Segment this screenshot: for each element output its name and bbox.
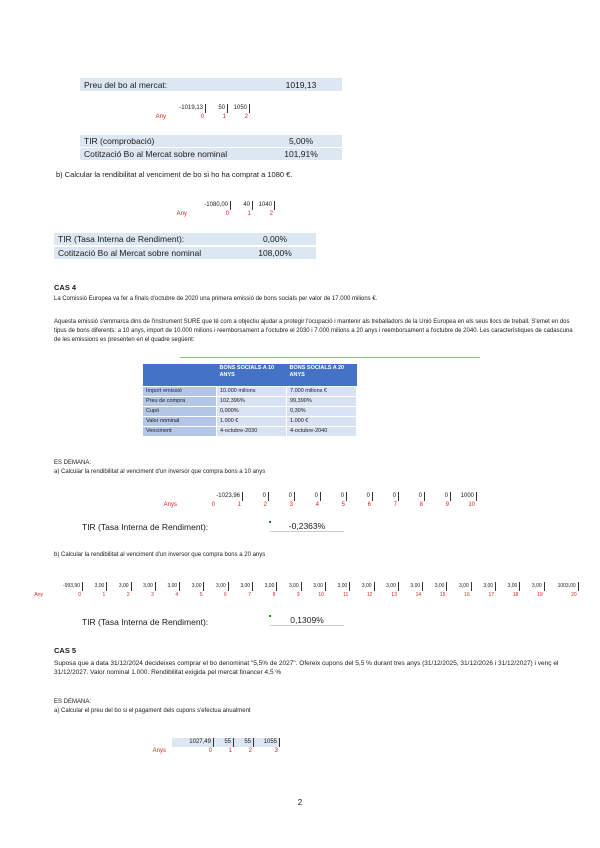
years-label: Any bbox=[176, 211, 187, 217]
year-cell: 17 bbox=[488, 592, 495, 598]
cas4-intro-2: Aquesta emissió s'emmarca dins de l'instrument SURE que té com a objectiu ajudar a protegir l'ocupació i mantenir als treballadors de la Unió Europea en els seus llocs de treball. S'emet en dos tipus de bons diferents: a 10 anys, import de 10.000 milions i reemborsament a l'octubre el 2030 i 7.000 milions a 20 anys i reemborsament a l'octubre de 2040. Les característiques de cadascuna de les emissions es presenten en el quadre següent: bbox=[54, 319, 573, 343]
cash-flow-cell: 55 bbox=[234, 738, 254, 747]
year-cell: 2 bbox=[269, 211, 273, 217]
cash-flow-row-10y bbox=[185, 492, 477, 501]
tir-value: 0,00% bbox=[262, 234, 288, 244]
year-row-2 bbox=[176, 210, 275, 219]
table-header-row bbox=[143, 364, 357, 386]
table-cell: 7.000 milions € bbox=[287, 386, 357, 396]
tir-row-2 bbox=[54, 233, 316, 245]
cash-flow-cell: -1080,00 bbox=[193, 201, 231, 210]
table-cell: 99,390% bbox=[287, 396, 357, 406]
year-cell: 11 bbox=[343, 592, 349, 598]
quote-row-2 bbox=[54, 247, 316, 259]
cash-flow-cell: 3,00 bbox=[472, 582, 496, 591]
cash-flow-row-20y bbox=[49, 582, 579, 591]
cash-flow-cell: 3,00 bbox=[253, 582, 277, 591]
year-cell: 5 bbox=[199, 592, 203, 598]
cash-flow-cell: 0 bbox=[295, 492, 321, 501]
table-cell: 1.000 € bbox=[217, 416, 287, 426]
table-cell: Import emissió bbox=[143, 386, 217, 396]
cash-flow-row-2 bbox=[193, 201, 275, 210]
cash-flow-cell: -1023,96 bbox=[185, 492, 243, 501]
cash-flow-cell: 3,00 bbox=[520, 582, 544, 591]
year-cell: 2 bbox=[126, 592, 130, 598]
cash-flow-cell: 1055 bbox=[254, 738, 280, 747]
cash-flow-cell: 50 bbox=[206, 104, 228, 113]
years-label: Anys bbox=[163, 502, 177, 508]
quote-value: 108,00% bbox=[258, 248, 292, 258]
year-cell: 2 bbox=[244, 114, 248, 120]
bond-price-value: 1019,13 bbox=[285, 79, 317, 90]
year-cell: 1 bbox=[247, 211, 251, 217]
year-cell: 12 bbox=[367, 592, 373, 598]
year-cell: 3 bbox=[289, 502, 293, 508]
quote-label: Cotització Bo al Mercat sobre nominal bbox=[84, 149, 228, 159]
cash-flow-cell: 1040 bbox=[253, 201, 275, 210]
cas4-intro-1: La Comissió Europea va fer a finals d'octubre de 2020 una primera emissió de bons socials per valor de 17.000 milions €. bbox=[54, 296, 378, 302]
table-cell: 10.000 milions bbox=[217, 386, 287, 396]
cas4-question-b: b) Calcular la rendibilitat al venciment d'un inversor que compra bons a 20 anys bbox=[54, 552, 266, 558]
year-row-10y bbox=[163, 501, 477, 510]
year-cell: 8 bbox=[419, 502, 423, 508]
cash-flow-cell: 3,00 bbox=[447, 582, 471, 591]
quote-value: 101,91% bbox=[284, 149, 318, 159]
years-label: Any bbox=[34, 592, 43, 598]
table-cell: 4-octubre-2030 bbox=[217, 426, 287, 436]
cas5-demand: ES DEMANA: bbox=[54, 699, 92, 705]
table-header-cell bbox=[143, 364, 217, 386]
cash-flow-cell: 3,00 bbox=[229, 582, 253, 591]
tir-label: TIR (Tasa Interna de Rendiment): bbox=[58, 234, 185, 244]
year-row-cas5 bbox=[152, 747, 280, 756]
cash-flow-cell: 0 bbox=[373, 492, 399, 501]
year-cell: 9 bbox=[445, 502, 449, 508]
tir-label-10y: TIR (Tasa Interna de Rendiment): bbox=[82, 522, 209, 532]
year-cell: 1 bbox=[228, 748, 232, 754]
year-cell: 4 bbox=[315, 502, 319, 508]
cash-flow-cell: 0 bbox=[347, 492, 373, 501]
table-row bbox=[143, 416, 357, 426]
quote-row-1 bbox=[80, 148, 342, 160]
year-cell: 20 bbox=[571, 592, 577, 598]
table-cell: 0,000% bbox=[217, 406, 287, 416]
cas5-question-a: a) Calcular el preu del bo si el pagament dels cupons s'efectua anualment bbox=[54, 708, 251, 714]
table-cell: 1.000 € bbox=[287, 416, 357, 426]
cash-flow-cell: 0 bbox=[269, 492, 295, 501]
year-cell: 7 bbox=[248, 592, 252, 598]
cash-flow-cell: 3,00 bbox=[326, 582, 350, 591]
cash-flow-cell: 0 bbox=[321, 492, 347, 501]
tir-label-20y: TIR (Tasa Interna de Rendiment): bbox=[82, 617, 209, 627]
cash-flow-cell: 3,00 bbox=[350, 582, 374, 591]
cas5-title: CAS 5 bbox=[54, 646, 77, 655]
year-cell: 6 bbox=[224, 592, 227, 598]
year-row-20y bbox=[34, 591, 579, 600]
years-label: Any bbox=[155, 114, 166, 120]
cash-flow-cell: 3,00 bbox=[423, 582, 447, 591]
year-cell: 13 bbox=[391, 592, 397, 598]
years-label: Anys bbox=[152, 748, 166, 754]
question-b-1080: b) Calcular la rendibilitat al venciment de bo si ho ha comprat a 1080 €. bbox=[56, 170, 293, 179]
tir-value-10y: -0,2363% bbox=[270, 520, 344, 532]
cash-flow-cell: -993,90 bbox=[49, 582, 83, 591]
tir-check-row bbox=[80, 135, 342, 147]
cash-flow-cell: 40 bbox=[231, 201, 253, 210]
year-cell: 1 bbox=[102, 592, 106, 598]
year-cell: 0 bbox=[200, 114, 204, 120]
table-row bbox=[143, 406, 357, 416]
cash-flow-cell: 0 bbox=[425, 492, 451, 501]
year-cell: 0 bbox=[208, 748, 212, 754]
table-header-cell: BONS SOCIALS A 10 ANYS bbox=[217, 364, 287, 386]
table-cell: Preu de compra bbox=[143, 396, 217, 406]
year-cell: 2 bbox=[248, 748, 252, 754]
cash-flow-cell: 0 bbox=[243, 492, 269, 501]
cas4-demand: ES DEMANA: bbox=[54, 460, 92, 466]
cash-flow-cell: 3,00 bbox=[132, 582, 156, 591]
table-cell: Cupó bbox=[143, 406, 217, 416]
cash-flow-cell: 1027,49 bbox=[172, 738, 214, 747]
year-cell: 0 bbox=[78, 592, 81, 598]
year-cell: 10 bbox=[318, 592, 324, 598]
year-cell: 3 bbox=[274, 748, 278, 754]
year-cell: 8 bbox=[272, 592, 276, 598]
cash-flow-cell: 3,00 bbox=[399, 582, 423, 591]
cash-flow-cell: -1019,13 bbox=[168, 104, 206, 113]
year-cell: 19 bbox=[537, 592, 543, 598]
cash-flow-cell: 3,00 bbox=[302, 582, 326, 591]
quote-label: Cotització Bo al Mercat sobre nominal bbox=[58, 248, 202, 258]
table-cell: Venciment bbox=[143, 426, 217, 436]
year-cell: 7 bbox=[393, 502, 397, 508]
cash-flow-cell: 1050 bbox=[228, 104, 250, 113]
table-cell: Valor nominal bbox=[143, 416, 217, 426]
year-cell: 0 bbox=[225, 211, 229, 217]
cash-flow-cell: 3,00 bbox=[156, 582, 180, 591]
cash-flow-cell: 3,00 bbox=[375, 582, 399, 591]
cas4-title: CAS 4 bbox=[54, 283, 77, 292]
year-cell: 5 bbox=[341, 502, 345, 508]
year-cell: 4 bbox=[175, 592, 179, 598]
cash-flow-cell: 1003,00 bbox=[545, 582, 579, 591]
year-cell: 1 bbox=[222, 114, 226, 120]
cas5-intro: Suposa que a data 31/12/2024 decideixes comprar el bo denominat "5,5% de 2027". Ofereix cupons del 5,5 % durant tres anys (31/12/2025, 31/12/2026 i 31/12/2027) i venç el 31/12/2027. Valor nominal 1.000. Rendibilitat exigida pel mercat financer 4,5 % bbox=[54, 660, 559, 676]
bond-price-label: Preu del bo al mercat: bbox=[84, 79, 168, 90]
year-cell: 3 bbox=[151, 592, 154, 598]
table-cell: 102,396% bbox=[217, 396, 287, 406]
cash-flow-cell: 3,00 bbox=[107, 582, 131, 591]
tir-check-label: TIR (comprobació) bbox=[84, 136, 155, 146]
page-number: 2 bbox=[297, 798, 303, 807]
table-row bbox=[143, 396, 357, 406]
cash-flow-row-1 bbox=[168, 104, 250, 113]
tir-value-20y: 0,1309% bbox=[270, 614, 344, 626]
cash-flow-cell: 0 bbox=[399, 492, 425, 501]
year-cell: 15 bbox=[439, 592, 446, 598]
year-row-1 bbox=[155, 113, 250, 122]
cash-flow-cell: 3,00 bbox=[83, 582, 107, 591]
cash-flow-cell: 1000 bbox=[451, 492, 477, 501]
table-cell: 4-octubre-2040 bbox=[287, 426, 357, 436]
tir-check-value: 5,00% bbox=[288, 136, 314, 146]
cash-flow-row-cas5 bbox=[172, 738, 280, 747]
table-cell: 0,30% bbox=[287, 406, 357, 416]
year-cell: 9 bbox=[296, 592, 300, 598]
year-cell: 14 bbox=[415, 592, 422, 598]
divider bbox=[180, 357, 480, 358]
year-cell: 2 bbox=[263, 502, 267, 508]
cash-flow-cell: 55 bbox=[214, 738, 234, 747]
cash-flow-cell: 3,00 bbox=[180, 582, 204, 591]
year-cell: 18 bbox=[512, 592, 519, 598]
year-cell: 6 bbox=[367, 502, 371, 508]
year-cell: 0 bbox=[211, 502, 215, 508]
table-row bbox=[143, 386, 357, 396]
bonds-characteristics-table bbox=[142, 364, 357, 437]
year-cell: 1 bbox=[237, 502, 241, 508]
table-row bbox=[143, 426, 357, 436]
cash-flow-cell: 3,00 bbox=[204, 582, 228, 591]
cas4-question-a: a) Calcular la rendibilitat al venciment d'un inversor que compra bons a 10 anys bbox=[54, 469, 266, 475]
year-cell: 10 bbox=[468, 502, 475, 508]
table-header-cell: BONS SOCIALS A 20 ANYS bbox=[287, 364, 357, 386]
bond-price-row bbox=[80, 78, 342, 91]
year-cell: 16 bbox=[464, 592, 470, 598]
cash-flow-cell: 3,00 bbox=[277, 582, 301, 591]
cash-flow-cell: 3,00 bbox=[496, 582, 520, 591]
